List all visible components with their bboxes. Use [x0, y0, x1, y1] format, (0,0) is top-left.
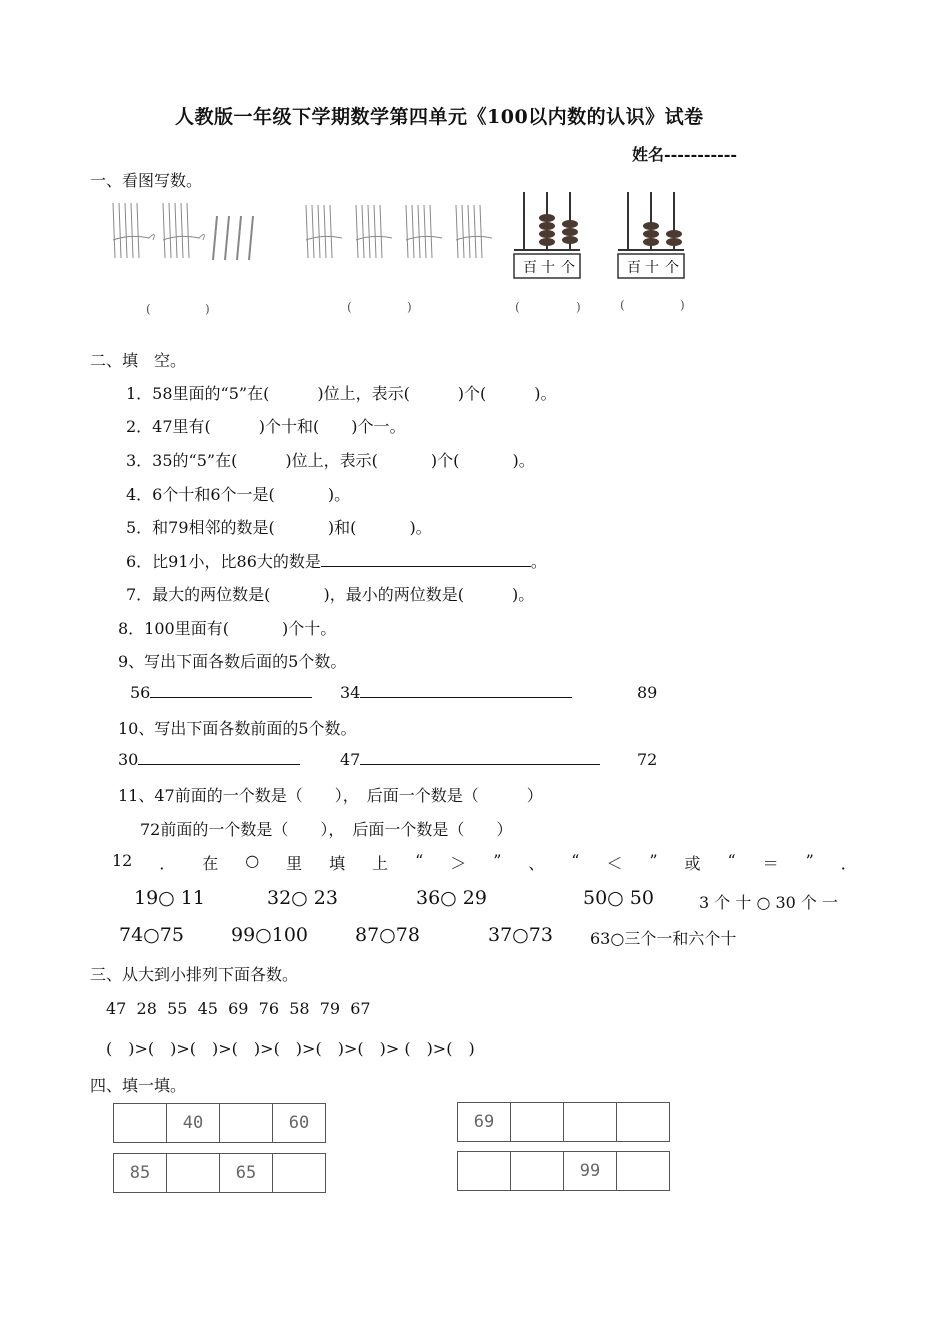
question-2-9-item-34: [340, 683, 572, 702]
question-2-11b: 72前面的一个数是（ ）， 后面一个数是（ ）: [140, 820, 513, 839]
grid-cell: 85: [114, 1154, 167, 1192]
question-2-6: [126, 549, 547, 572]
grid-cell: 60: [288, 1113, 310, 1133]
answer-blank-3-close[interactable]: ): [576, 300, 581, 314]
question-2-2: 2．47里有( )个十和( )个一。: [126, 417, 406, 436]
abacus-2: [614, 188, 689, 283]
question-2-1: 1．58里面的“5”在( )位上，表示( )个( )。: [126, 384, 557, 403]
q12-char: 、: [528, 854, 545, 873]
grid-cell[interactable]: [617, 1103, 669, 1141]
q10-number: 30: [118, 750, 139, 769]
compare-36-29[interactable]: 36○ 29: [416, 887, 487, 909]
number-grid-2: [457, 1102, 670, 1142]
q12-char: 或: [684, 854, 701, 873]
question-2-11a: 11、47前面的一个数是（ ）， 后面一个数是（ ）: [118, 786, 543, 805]
grid-cell[interactable]: [220, 1104, 273, 1142]
abacus-1: [510, 188, 585, 283]
compare-50-50[interactable]: 50○ 50: [583, 887, 654, 909]
question-2-8: 8．100里面有( )个十。: [118, 619, 337, 638]
grid-cell[interactable]: [511, 1152, 564, 1190]
q12-char: ＜: [606, 854, 623, 873]
q12-char: ．: [840, 854, 857, 873]
grid-cell[interactable]: [273, 1154, 325, 1192]
grid-cell: 99: [564, 1152, 617, 1190]
grid-cell: 40: [167, 1104, 220, 1142]
question-2-4: 4．6个十和6个一是( )。: [126, 485, 351, 504]
q12-char: “: [571, 851, 580, 870]
answer-blank-3-open[interactable]: (: [515, 300, 520, 314]
section-4-heading: 四、填一填。: [90, 1076, 187, 1095]
answer-blank-1-close[interactable]: ): [205, 302, 210, 316]
question-2-9-item-89: 89: [637, 683, 658, 702]
section-3-heading: 三、从大到小排列下面各数。: [90, 965, 299, 984]
grid-cell[interactable]: [114, 1104, 167, 1142]
compare-87-78[interactable]: 87○78: [355, 924, 420, 946]
number-grid-1: [113, 1103, 326, 1143]
q9-answer-line[interactable]: [360, 683, 572, 698]
compare-3tens-30ones[interactable]: 3 个 十 ○ 30 个 一: [699, 893, 839, 912]
grid-cell: 65: [220, 1154, 273, 1192]
compare-63-mixed[interactable]: 63○三个一和六个十: [590, 929, 737, 948]
section-1-heading: 一、看图写数。: [90, 171, 203, 190]
question-2-9: 9、写出下面各数后面的5个数。: [118, 652, 347, 671]
numbers-to-sort: 47 28 55 45 69 76 58 79 67: [106, 999, 371, 1018]
question-2-10: 10、写出下面各数前面的5个数。: [118, 719, 357, 738]
number-grid-4: [457, 1151, 670, 1191]
sort-answer-blanks[interactable]: ( )>( )>( )>( )>( )>( )>( )> ( )>( ): [106, 1039, 475, 1058]
stick-bundles-figure-2: [298, 200, 503, 275]
answer-blank-2-close[interactable]: ): [407, 300, 412, 314]
abacus-1-label-hundreds: 百: [523, 260, 537, 276]
grid-cell[interactable]: [564, 1103, 617, 1141]
question-2-12-instruction: [112, 851, 857, 874]
question-2-7: 7．最大的两位数是( )，最小的两位数是( )。: [126, 585, 535, 604]
abacus-1-label-tens: 十: [541, 260, 555, 276]
page-title: 人教版一年级下学期数学第四单元《100以内数的认识》试卷: [175, 106, 704, 128]
question-2-6-answer-line[interactable]: [321, 552, 531, 567]
compare-74-75[interactable]: 74○75: [119, 924, 184, 946]
q12-char: “: [415, 851, 424, 870]
question-2-10-item-72: 72: [637, 750, 658, 769]
question-2-6-text: 6．比91小，比86大的数是: [126, 552, 321, 571]
question-2-6-end: 。: [530, 552, 547, 571]
question-2-10-item-30: [118, 750, 300, 769]
compare-99-100[interactable]: 99○100: [231, 924, 309, 946]
q12-char: ”: [649, 851, 658, 870]
q9-answer-line[interactable]: [150, 683, 312, 698]
q12-char: ”: [493, 851, 502, 870]
q12-char: 里: [286, 854, 303, 873]
q12-char: ○: [245, 851, 260, 870]
number-grid-3: [113, 1153, 326, 1193]
answer-blank-1-open[interactable]: (: [146, 302, 151, 316]
q12-char: ”: [805, 851, 814, 870]
abacus-2-label-ones: 个: [665, 260, 679, 276]
q10-number: 47: [340, 750, 361, 769]
q9-number: 34: [340, 683, 361, 702]
abacus-2-label-tens: 十: [645, 260, 659, 276]
question-2-5: 5．和79相邻的数是( )和( )。: [126, 518, 432, 537]
bundle-1: [113, 203, 154, 258]
grid-cell[interactable]: [511, 1103, 564, 1141]
stick-bundles-figure-1: [105, 198, 265, 278]
q12-char: 12: [112, 851, 133, 870]
question-2-3: 3．35的“5”在( )位上，表示( )个( )。: [126, 451, 535, 470]
compare-32-23[interactable]: 32○ 23: [267, 887, 338, 909]
answer-blank-4-open[interactable]: (: [620, 298, 625, 312]
q10-answer-line[interactable]: [138, 750, 300, 765]
grid-cell: 69: [458, 1103, 511, 1141]
q12-char: 填: [329, 854, 346, 873]
answer-blank-4-close[interactable]: ): [680, 298, 685, 312]
grid-cell[interactable]: [617, 1152, 669, 1190]
grid-cell[interactable]: [458, 1152, 511, 1190]
compare-37-73[interactable]: 37○73: [488, 924, 553, 946]
bundle-2: [163, 203, 204, 258]
q12-char: ．: [159, 854, 176, 873]
answer-blank-2-open[interactable]: (: [347, 300, 352, 314]
section-2-heading: 二、填 空。: [90, 351, 187, 370]
q12-char: ＝: [762, 854, 779, 873]
q12-char: 上: [372, 854, 389, 873]
q12-char: “: [727, 851, 736, 870]
q10-answer-line[interactable]: [360, 750, 600, 765]
name-field[interactable]: 姓名-----------: [632, 145, 738, 164]
abacus-1-label-ones: 个: [561, 260, 575, 276]
q12-char: 在: [202, 854, 219, 873]
compare-19-11[interactable]: 19○ 11: [134, 887, 205, 909]
q12-char: ＞: [450, 854, 467, 873]
question-2-10-item-47: [340, 750, 600, 769]
question-2-9-item-56: [130, 683, 312, 702]
grid-cell[interactable]: [167, 1154, 220, 1192]
q9-number: 56: [130, 683, 151, 702]
abacus-2-label-hundreds: 百: [627, 260, 641, 276]
